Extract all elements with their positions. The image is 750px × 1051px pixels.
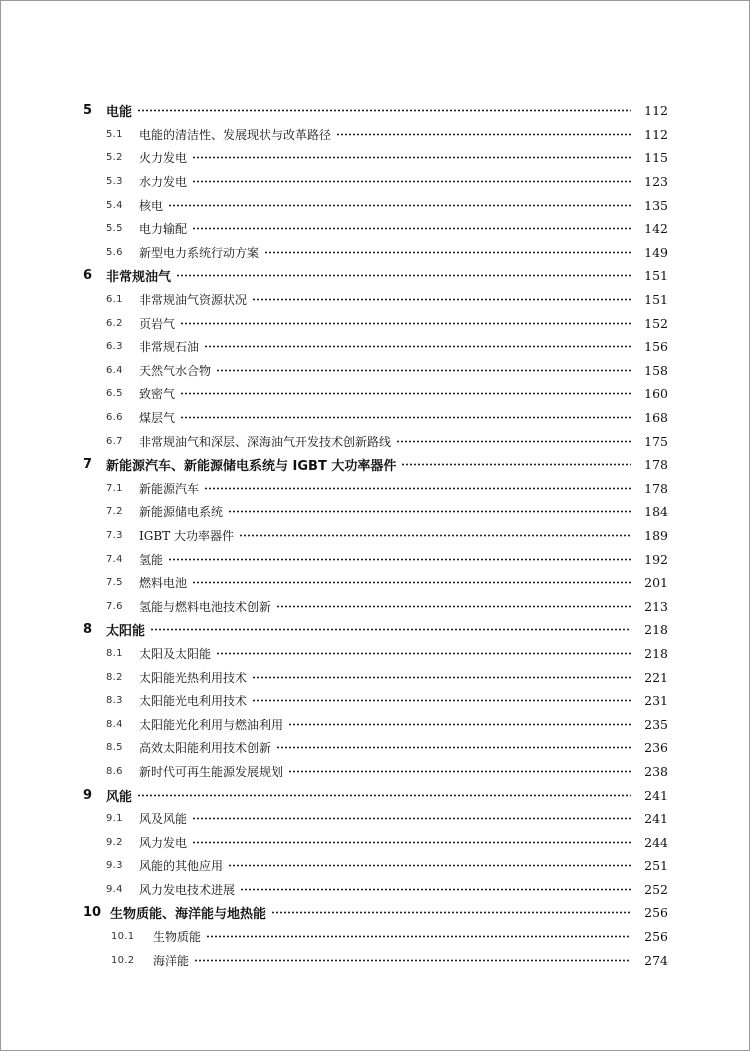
dot-leader [192,153,631,162]
chapter-number: 5 [83,103,93,119]
section-title: 太阳能光化利用与燃油利用 [139,717,284,732]
section-title: 非常规石油 [139,340,200,355]
toc-section-entry[interactable] [83,524,668,548]
section-number: 6.5 [106,388,123,400]
page-number: 184 [644,504,668,520]
dot-leader [216,649,631,658]
section-title: 页岩气 [139,316,176,331]
toc-section-entry[interactable] [83,429,668,453]
dot-leader [176,271,631,280]
toc-section-entry[interactable] [83,642,668,666]
section-title: 非常规油气和深层、深海油气开发技术创新路线 [139,434,392,449]
page-number: 158 [644,362,668,378]
dot-leader [401,460,631,469]
dot-leader [239,531,631,540]
dot-leader [288,720,631,729]
page-number: 123 [644,174,668,190]
dot-leader [204,342,631,351]
page-number: 178 [644,480,668,496]
section-title: 非常规油气资源状况 [139,293,248,308]
section-number: 5.6 [106,246,123,258]
section-number: 5.4 [106,199,123,211]
toc-section-entry[interactable] [83,123,668,147]
dot-leader [192,224,631,233]
section-title: 太阳及太阳能 [139,646,212,661]
dot-leader [192,177,631,186]
page-number: 256 [644,929,668,945]
toc-chapter-entry[interactable] [83,453,668,477]
section-number: 5.1 [106,128,123,140]
dot-leader [228,861,631,870]
dot-leader [240,885,631,894]
section-title: 新能源储电系统 [139,505,224,520]
dot-leader [252,673,631,682]
section-title: 核电 [139,198,164,213]
page-number: 135 [644,197,668,213]
section-title: 生物质能 [153,930,202,945]
chapter-title: 非常规油气 [106,270,172,286]
dot-leader [180,389,631,398]
toc-section-entry[interactable] [83,878,668,902]
section-number: 7.6 [106,600,123,612]
section-number: 8.3 [106,695,123,707]
page-number: 244 [644,834,668,850]
toc-section-entry[interactable] [83,712,668,736]
section-title: 风力发电 [139,835,188,850]
toc-section-entry[interactable] [83,807,668,831]
section-title: 致密气 [139,387,176,402]
chapter-title: 电能 [106,105,133,121]
page-number: 218 [644,622,668,638]
chapter-number: 9 [83,787,93,803]
section-number: 5.3 [106,176,123,188]
dot-leader [336,130,631,139]
section-number: 9.1 [106,813,123,825]
page-number: 142 [644,221,668,237]
toc-section-entry[interactable] [83,689,668,713]
section-number: 10.1 [111,931,135,943]
dot-leader [252,295,631,304]
dot-leader [276,743,631,752]
toc-section-entry[interactable] [83,335,668,359]
page-number: 192 [644,551,668,567]
page-number: 274 [644,952,668,968]
page-number: 115 [644,150,668,166]
section-number: 10.2 [111,954,135,966]
section-title: 太阳能光电利用技术 [139,694,248,709]
section-number: 6.7 [106,435,123,447]
dot-leader [180,413,631,422]
toc-section-entry[interactable] [83,311,668,335]
toc-section-entry[interactable] [83,736,668,760]
section-title: 天然气水合物 [139,363,212,378]
dot-leader [192,814,631,823]
chapter-number: 6 [83,268,93,284]
page-number: 236 [644,740,668,756]
page-number: 235 [644,716,668,732]
page-number: 160 [644,386,668,402]
toc-chapter-entry[interactable] [83,99,668,123]
page-number: 175 [644,433,668,449]
page-number: 231 [644,693,668,709]
toc-section-entry[interactable] [83,925,668,949]
section-title: 火力发电 [139,151,188,166]
dot-leader [194,956,631,965]
page-number: 151 [644,268,668,284]
page-number: 151 [644,292,668,308]
section-number: 9.4 [106,883,123,895]
dot-leader [271,908,631,917]
section-number: 8.2 [106,671,123,683]
page-number: 252 [644,881,668,897]
dot-leader [192,578,631,587]
dot-leader [137,791,631,800]
dot-leader [204,484,631,493]
toc-chapter-entry[interactable] [83,783,668,807]
page-number: 238 [644,763,668,779]
section-number: 7.4 [106,553,123,565]
page-number: 241 [644,811,668,827]
section-number: 8.5 [106,742,123,754]
toc-section-entry[interactable] [83,193,668,217]
toc-section-entry[interactable] [83,830,668,854]
toc-section-entry[interactable] [83,288,668,312]
page-number: 213 [644,598,668,614]
section-number: 7.2 [106,506,123,518]
toc-section-entry[interactable] [83,217,668,241]
dot-leader [168,555,631,564]
toc-section-entry[interactable] [83,760,668,784]
toc-chapter-entry[interactable] [83,618,668,642]
page-number: 189 [644,527,668,543]
toc-section-entry[interactable] [83,382,668,406]
section-number: 8.6 [106,765,123,777]
toc-section-entry[interactable] [83,359,668,383]
section-title: 氢能 [139,552,164,567]
section-title: 高效太阳能利用技术创新 [139,741,272,756]
page-number: 112 [644,126,668,142]
toc-section-entry[interactable] [83,854,668,878]
section-number: 9.2 [106,836,123,848]
section-number: 6.4 [106,364,123,376]
section-title: 风能的其他应用 [139,859,224,874]
dot-leader [137,106,631,115]
page-number: 251 [644,858,668,874]
toc-chapter-entry[interactable] [83,264,668,288]
section-title: 新时代可再生能源发展规划 [139,764,284,779]
page-number: 152 [644,315,668,331]
page-number: 218 [644,645,668,661]
section-title: 风力发电技术进展 [139,882,236,897]
toc-chapter-entry[interactable] [83,901,668,925]
section-number: 5.5 [106,223,123,235]
section-title: 电力输配 [139,222,188,237]
page-number: 156 [644,339,668,355]
section-title: 新能源汽车 [139,481,200,496]
chapter-title: 新能源汽车、新能源储电系统与 IGBT 大功率器件 [106,459,397,475]
page-number: 221 [644,669,668,685]
section-number: 9.3 [106,860,123,872]
section-number: 6.1 [106,294,123,306]
section-title: 电能的清洁性、发展现状与改革路径 [139,127,332,142]
toc-section-entry[interactable] [83,571,668,595]
toc-section-entry[interactable] [83,665,668,689]
dot-leader [276,602,631,611]
page-number: 201 [644,575,668,591]
section-title: 海洋能 [153,953,190,968]
section-title: 煤层气 [139,411,176,426]
section-title: IGBT 大功率器件 [139,528,234,543]
section-number: 7.3 [106,529,123,541]
dot-leader [216,366,631,375]
section-number: 6.3 [106,341,123,353]
dot-leader [180,319,631,328]
toc-section-entry[interactable] [83,146,668,170]
dot-leader [168,201,631,210]
page-number: 112 [644,103,668,119]
dot-leader [150,625,631,634]
dot-leader [206,932,631,941]
toc-section-entry[interactable] [83,547,668,571]
section-number: 8.4 [106,718,123,730]
page-number: 149 [644,244,668,260]
section-title: 风及风能 [139,812,188,827]
section-number: 8.1 [106,647,123,659]
section-number: 7.1 [106,482,123,494]
section-number: 6.2 [106,317,123,329]
dot-leader [252,696,631,705]
dot-leader [192,838,631,847]
dot-leader [288,767,631,776]
page-number: 178 [644,457,668,473]
dot-leader [228,507,631,516]
toc-section-entry[interactable] [83,500,668,524]
toc-section-entry[interactable] [83,594,668,618]
toc-section-entry[interactable] [83,948,668,972]
section-number: 7.5 [106,577,123,589]
section-title: 氢能与燃料电池技术创新 [139,599,272,614]
page-number: 256 [644,905,668,921]
section-title: 新型电力系统行动方案 [139,245,260,260]
chapter-title: 太阳能 [106,624,146,640]
section-title: 太阳能光热利用技术 [139,670,248,685]
toc-section-entry[interactable] [83,406,668,430]
chapter-number: 7 [83,457,93,473]
page-number: 168 [644,410,668,426]
dot-leader [396,437,631,446]
toc-section-entry[interactable] [83,170,668,194]
chapter-title: 风能 [106,789,133,805]
chapter-number: 8 [83,622,93,638]
table-of-contents [83,99,668,972]
section-number: 6.6 [106,412,123,424]
page-number: 241 [644,787,668,803]
toc-section-entry[interactable] [83,477,668,501]
toc-section-entry[interactable] [83,241,668,265]
section-title: 燃料电池 [139,576,188,591]
section-number: 5.2 [106,152,123,164]
section-title: 水力发电 [139,175,188,190]
chapter-title: 生物质能、海洋能与地热能 [110,907,267,923]
dot-leader [264,248,631,257]
chapter-number: 10 [83,905,102,921]
